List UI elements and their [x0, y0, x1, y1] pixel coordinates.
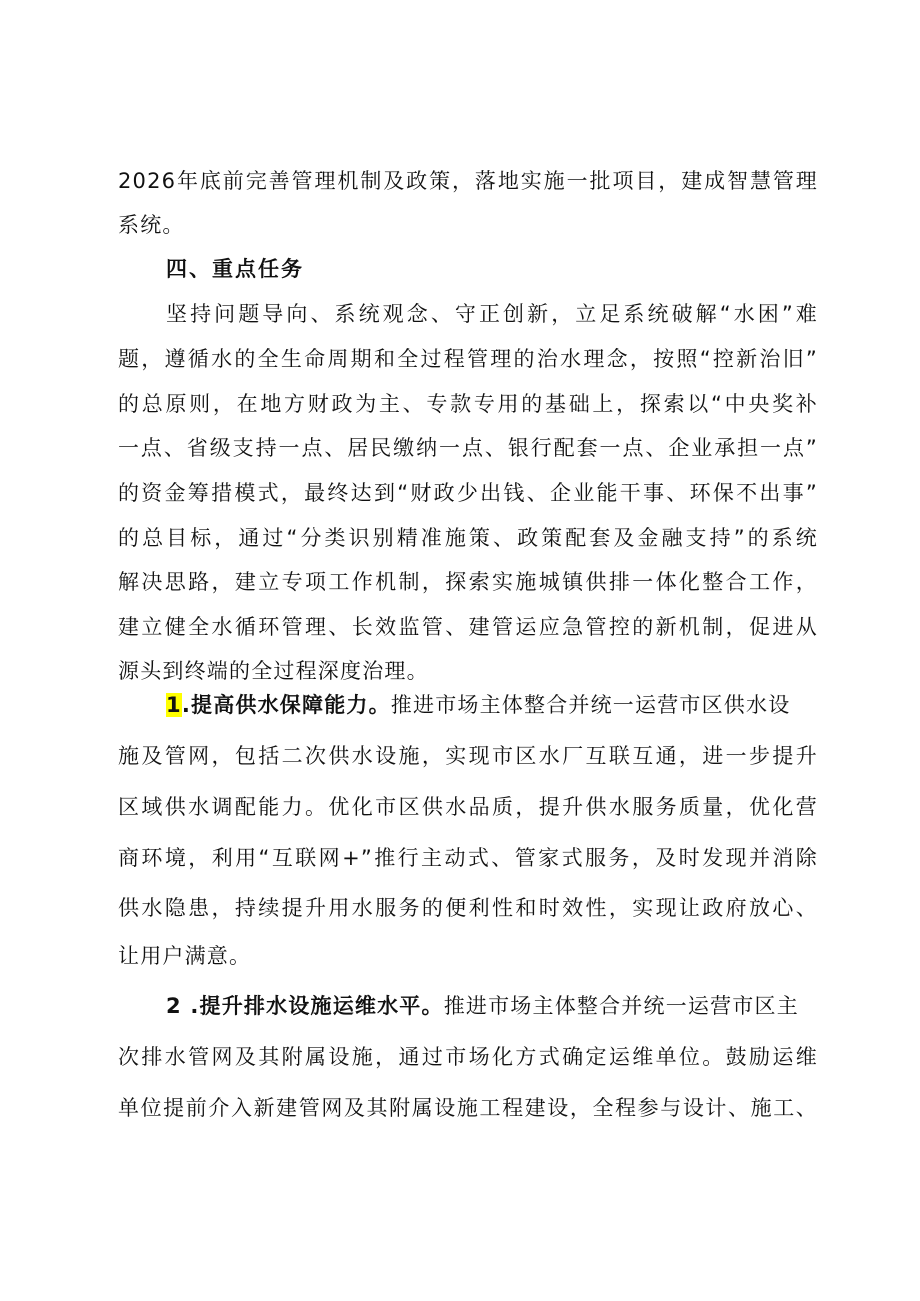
item1-number-highlight: 1 — [166, 693, 182, 717]
item1-line-4: 商环境，利用“互联网+”推行主动式、管家式服务，及时发现并消除 — [118, 846, 818, 870]
item1-first-line — [166, 690, 818, 720]
main-para-line-3: 的总原则，在地方财政为主、专款专用的基础上，探索以“中央奖补 — [118, 392, 818, 416]
item2-number: 2 — [166, 994, 182, 1018]
main-para-line-1: 坚持问题导向、系统观念、守正创新，立足系统破解“水困”难 — [166, 302, 818, 326]
main-para-line-4: 一点、省级支持一点、居民缴纳一点、银行配套一点、企业承担一点” — [118, 436, 818, 460]
main-para-line-5: 的资金筹措模式，最终达到“财政少出钱、企业能干事、环保不出事” — [118, 481, 818, 505]
intro-line-2: 系统。 — [118, 213, 185, 237]
item1-line-3: 区域供水调配能力。优化市区供水品质，提升供水服务质量，优化营 — [118, 795, 818, 819]
item1-first-line-text: 推进市场主体整合并统一运营市区供水设 — [390, 693, 791, 717]
main-para-line-2: 题，遵循水的全生命周期和全过程管理的治水理念，按照“控新治旧” — [118, 347, 818, 371]
item2-line-2: 次排水管网及其附属设施，通过市场化方式确定运维单位。鼓励运维 — [118, 1045, 818, 1069]
item1-line-2: 施及管网，包括二次供水设施，实现市区水厂互联互通，进一步提升 — [118, 744, 818, 768]
main-para-line-8: 建立健全水循环管理、长效监管、建管运应急管控的新机制，促进从 — [118, 615, 818, 639]
section-heading: 四、重点任务 — [166, 257, 304, 281]
item1-line-5: 供水隐患，持续提升用水服务的便利性和时效性，实现让政府放心、 — [118, 896, 818, 920]
intro-line-1: 2026年底前完善管理机制及政策，落地实施一批项目，建成智慧管理 — [118, 169, 818, 193]
item2-first-line — [166, 991, 818, 1021]
main-para-line-9: 源头到终端的全过程深度治理。 — [118, 659, 429, 683]
item2-line-3: 单位提前介入新建管网及其附属设施工程建设，全程参与设计、施工、 — [118, 1096, 818, 1120]
item2-first-line-text: 推进市场主体整合并统一运营市区主 — [443, 994, 799, 1018]
main-para-line-7: 解决思路，建立专项工作机制，探索实施城镇供排一体化整合工作， — [118, 570, 818, 594]
item1-line-6: 让用户满意。 — [118, 944, 252, 968]
item1-title: .提高供水保障能力。 — [181, 693, 391, 717]
main-para-line-6: 的总目标，通过“分类识别精准施策、政策配套及金融支持”的系统 — [118, 526, 818, 550]
item2-title: .提升排水设施运维水平。 — [181, 994, 444, 1018]
